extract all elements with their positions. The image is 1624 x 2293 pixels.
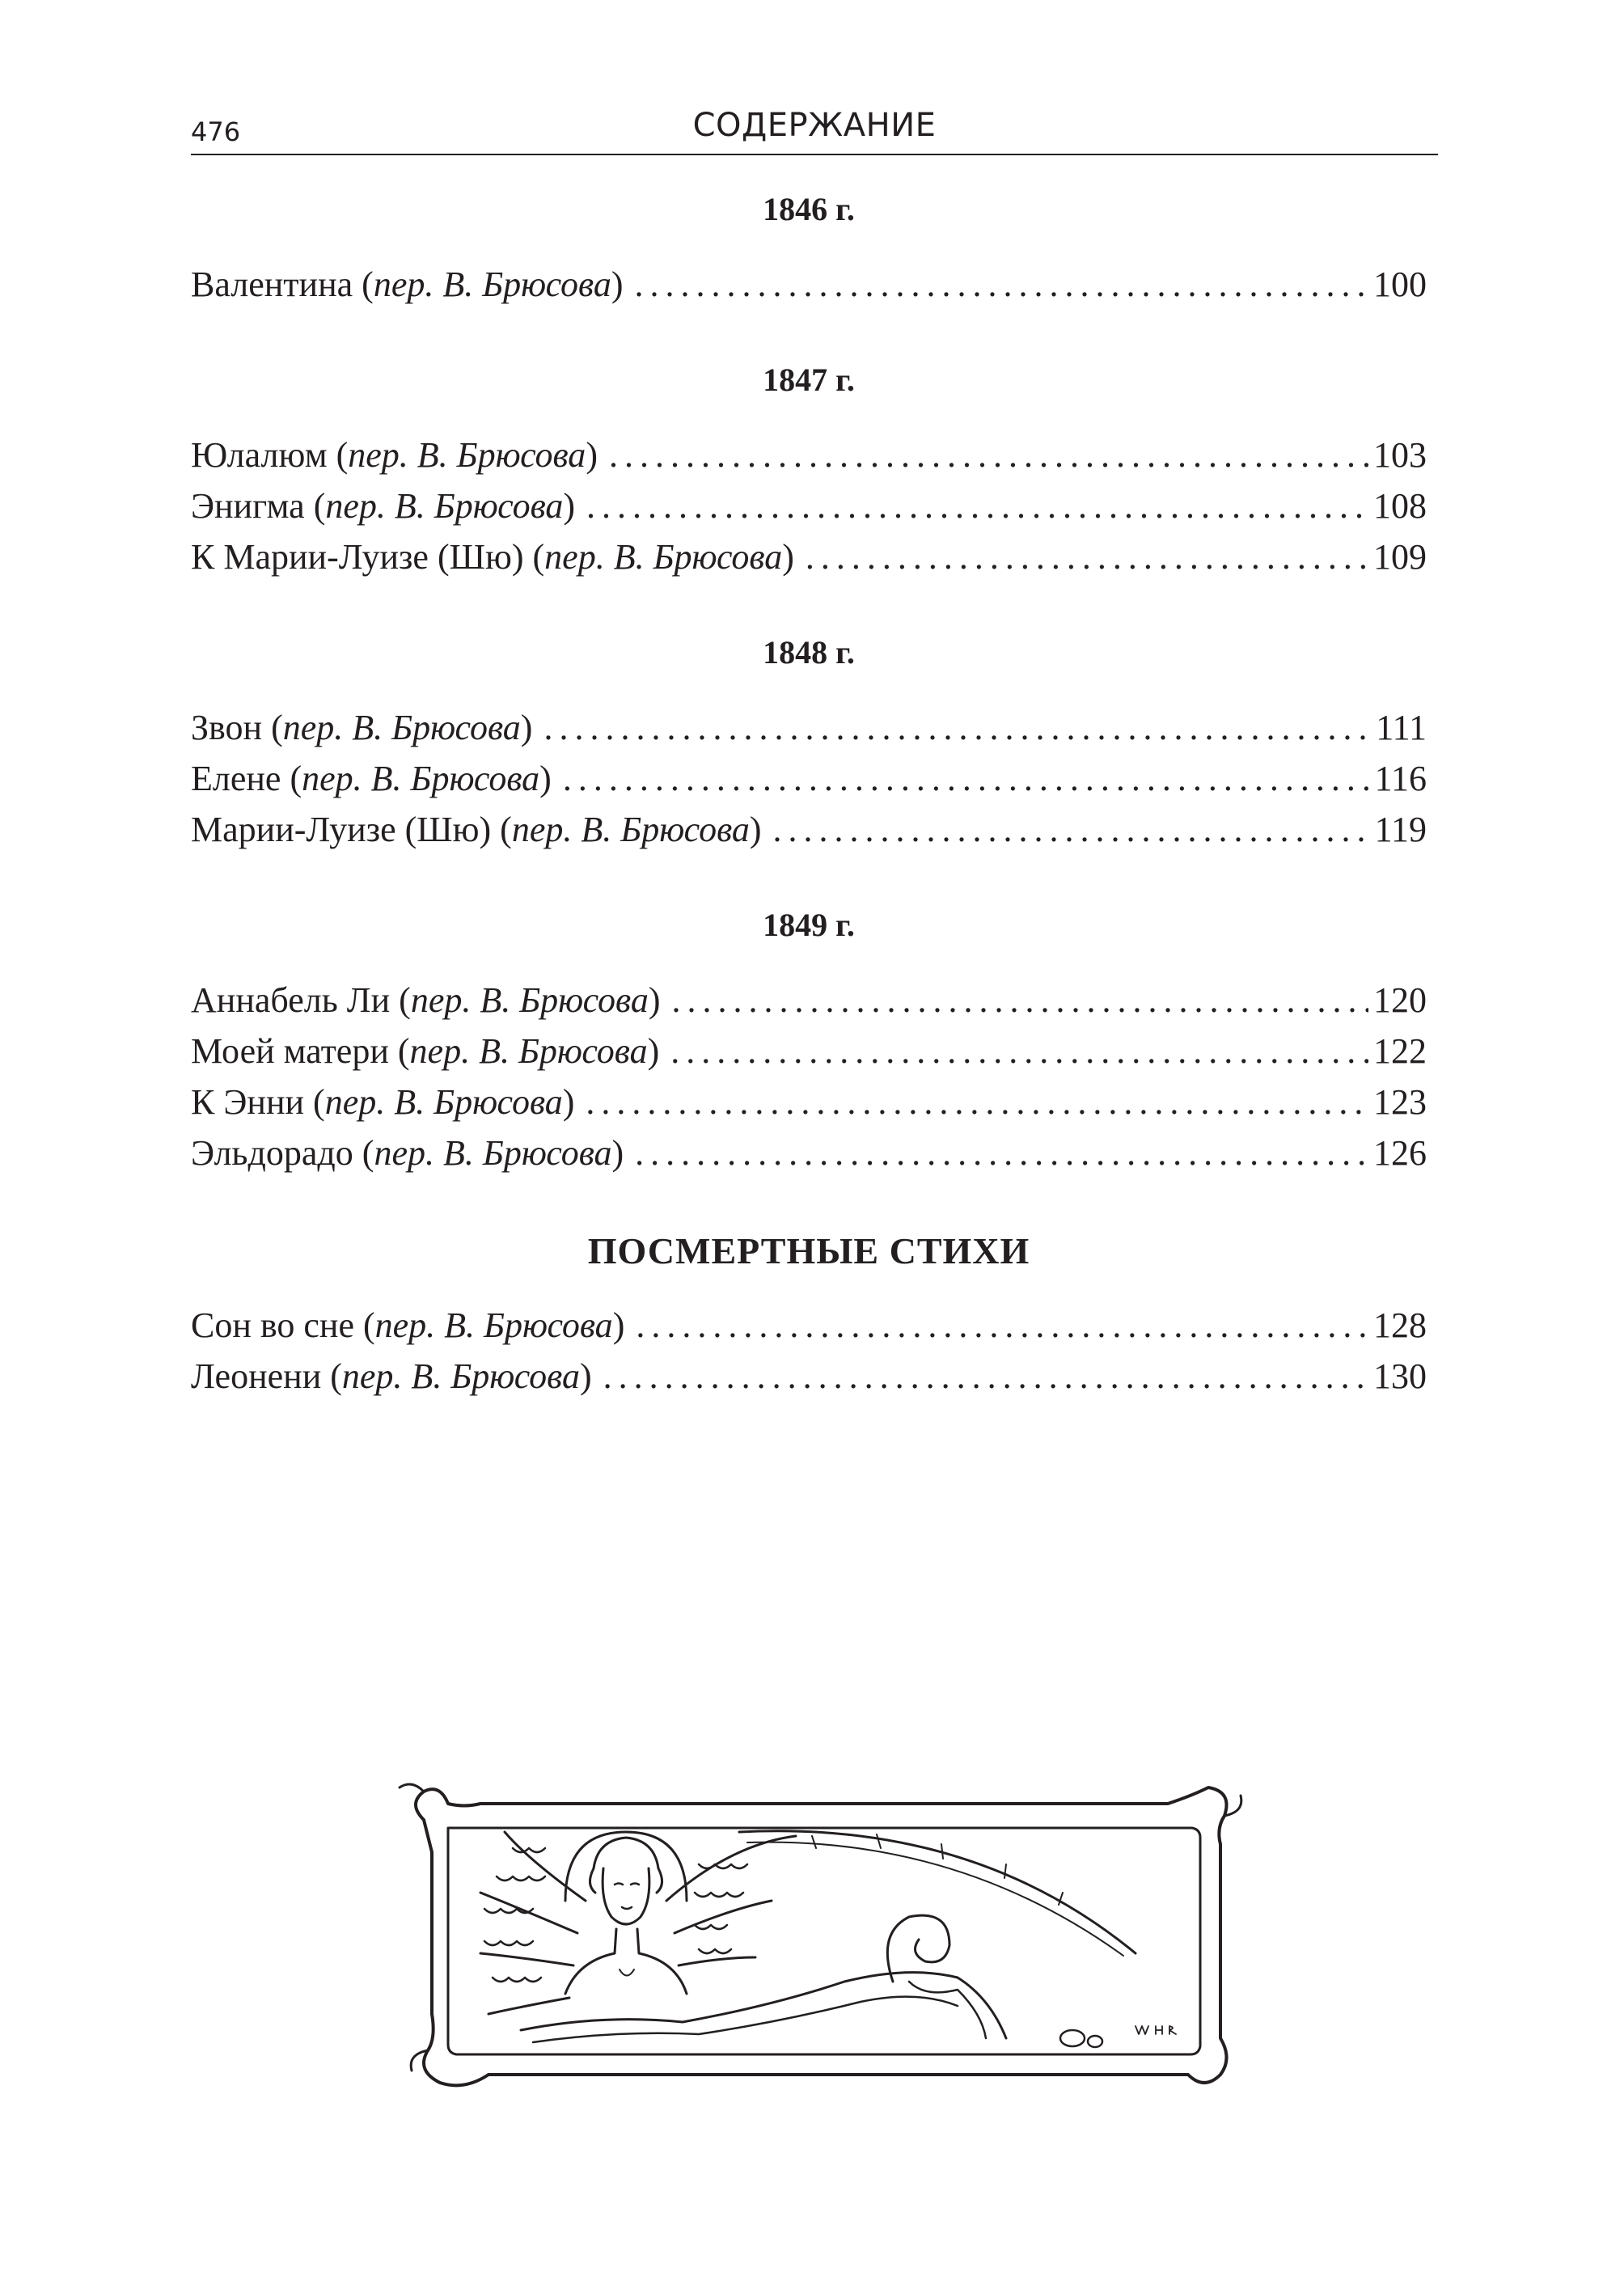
toc-entry[interactable]: Аннабель Ли ( пер. В. Брюсова ) ..... 120 [191,975,1427,1026]
section-heading-1846: 1846 г. [763,191,855,227]
section-heading-posthumous: ПОСМЕРТНЫЕ СТИХИ [587,1230,1030,1271]
entry-page-number: 103 [1373,435,1427,475]
toc-entry[interactable]: Леонени ( пер. В. Брюсова ) ..... 130 [191,1351,1427,1402]
entry-title: К Марии-Луизе (Шю) [191,537,524,577]
toc-entry[interactable]: Звон ( пер. В. Брюсова ) ..... 111 [191,702,1427,753]
dot-leader [586,480,1368,531]
entry-title: Юлалюм [191,435,328,475]
entry-translator: пер. В. Брюсова [511,810,750,849]
toc-entry[interactable]: Эльдорадо ( пер. В. Брюсова ) ..... 126 [191,1127,1427,1178]
entries-1849 [191,975,1427,1178]
entry-page-number: 109 [1373,537,1427,577]
entry-title: Сон во сне [191,1305,354,1345]
header-rule [191,154,1438,155]
toc-entry[interactable]: Валентина ( пер. В. Брюсова ) ..... 100 [191,259,1427,310]
entry-translator: пер. В. Брюсова [324,1082,563,1122]
dot-leader [543,702,1371,753]
toc-entry[interactable]: Юлалюм ( пер. В. Брюсова ) ..... 103 [191,429,1427,480]
toc-entry[interactable]: Моей матери ( пер. В. Брюсова ) ..... 122 [191,1026,1427,1077]
decorative-vignette [391,1771,1249,2103]
entry-translator: пер. В. Брюсова [409,1031,648,1071]
section-heading-1847: 1847 г. [763,362,855,398]
entry-title: Эльдорадо [191,1133,353,1173]
dot-leader [636,1300,1368,1351]
entry-page-number: 119 [1374,810,1427,849]
section-heading-1848: 1848 г. [763,634,855,671]
toc-entry[interactable]: Елене ( пер. В. Брюсова ) ..... 116 [191,753,1427,804]
dot-leader [563,753,1370,804]
entry-title: Звон [191,708,263,747]
dot-leader [603,1351,1368,1402]
entries-posthumous [191,1300,1427,1402]
entry-translator: пер. В. Брюсова [302,759,540,798]
entry-page-number: 120 [1373,980,1427,1020]
dot-leader [773,804,1370,855]
entry-translator: пер. В. Брюсова [282,708,521,747]
entry-page-number: 128 [1373,1305,1427,1345]
dot-leader [670,1026,1368,1077]
entry-page-number: 130 [1373,1356,1427,1396]
section-heading-1849: 1849 г. [763,907,855,943]
entry-translator: пер. В. Брюсова [410,980,649,1020]
entry-title: Энигма [191,486,305,526]
table-of-contents [191,191,1427,1453]
dot-leader [672,975,1368,1026]
entry-title: Елене [191,759,281,798]
entry-page-number: 123 [1373,1082,1427,1122]
entry-title: Моей матери [191,1031,389,1071]
toc-entry[interactable]: К Энни ( пер. В. Брюсова ) ..... 123 [191,1077,1427,1127]
entry-page-number: 108 [1373,486,1427,526]
page-number: 476 [191,116,241,147]
entry-translator: пер. В. Брюсова [325,486,564,526]
entries-1847 [191,429,1427,582]
dot-leader [806,531,1368,582]
toc-entry[interactable]: К Марии-Луизе (Шю) ( пер. В. Брюсова ) ..... 109 [191,531,1427,582]
dot-leader [609,429,1368,480]
toc-entry[interactable]: Энигма ( пер. В. Брюсова ) ..... 108 [191,480,1427,531]
entry-page-number: 126 [1373,1133,1427,1173]
running-head [191,102,1438,155]
toc-entry[interactable]: Марии-Луизе (Шю) ( пер. В. Брюсова ) ..... 119 [191,804,1427,855]
dot-leader [635,1127,1368,1178]
dot-leader [635,259,1368,310]
entry-title: К Энни [191,1082,305,1122]
running-title: СОДЕРЖАНИЕ [692,107,937,144]
entry-translator: пер. В. Брюсова [373,264,611,304]
entry-translator: пер. В. Брюсова [348,435,586,475]
dot-leader [586,1077,1368,1127]
entry-translator: пер. В. Брюсова [374,1133,612,1173]
entry-title: Леонени [191,1356,322,1396]
entry-page-number: 116 [1374,759,1427,798]
entries-1846 [191,259,1427,310]
entry-translator: пер. В. Брюсова [374,1305,613,1345]
entry-translator: пер. В. Брюсова [341,1356,580,1396]
entry-translator: пер. В. Брюсова [544,537,783,577]
entry-page-number: 111 [1376,708,1427,747]
entry-title: Марии-Луизе (Шю) [191,810,492,849]
entry-page-number: 122 [1373,1031,1427,1071]
entry-page-number: 100 [1373,264,1427,304]
entry-title: Аннабель Ли [191,980,391,1020]
toc-entry[interactable]: Сон во сне ( пер. В. Брюсова ) ..... 128 [191,1300,1427,1351]
entries-1848 [191,702,1427,855]
entry-title: Валентина [191,264,353,304]
